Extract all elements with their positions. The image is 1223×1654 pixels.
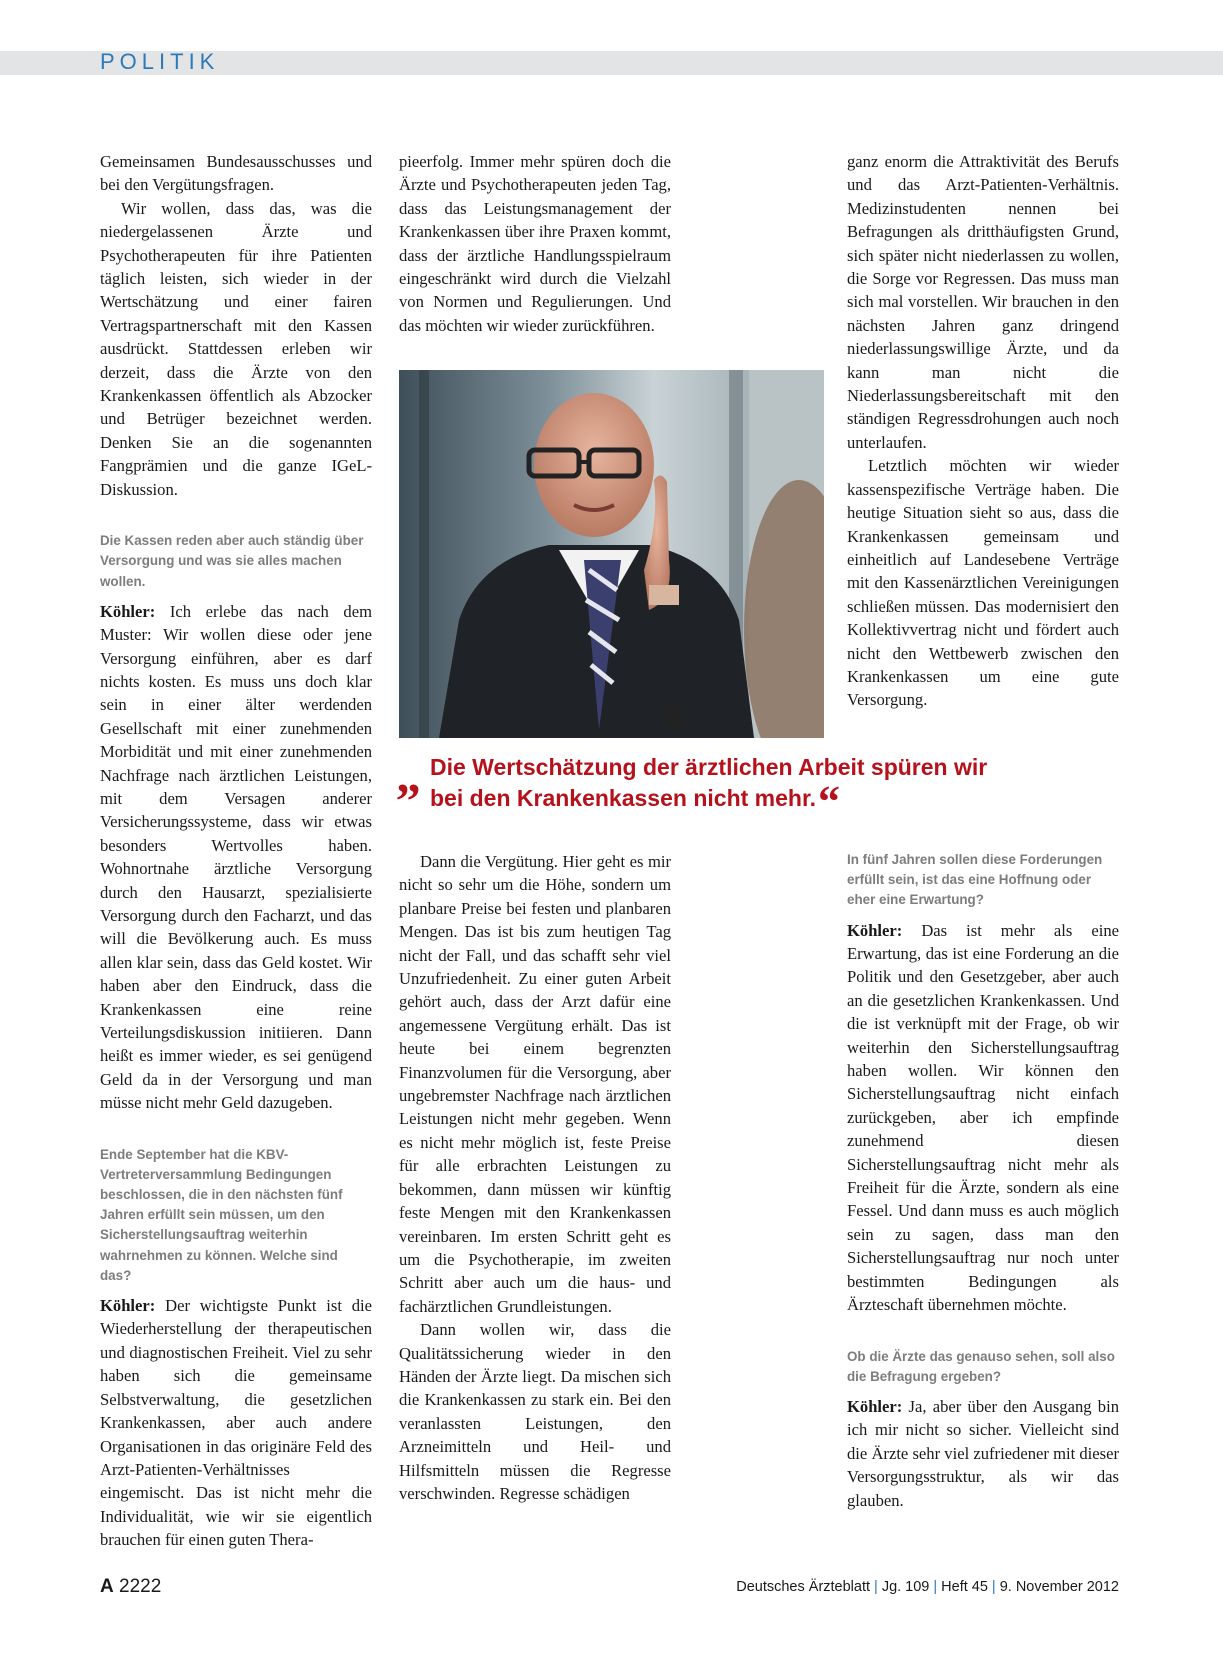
footer-separator: | — [991, 1579, 996, 1595]
interview-question: Die Kassen reden aber auch ständig über Versorgung und was sie alles machen wollen. — [100, 533, 364, 589]
footer-separator: | — [874, 1579, 878, 1595]
paragraph: Letztlich möchten wir wieder kassenspezifische Verträge haben. Die heutige Situation sieht so aus, dass die Krankenkassen gemeinsam und einheitlich auf Landesebene Verträge mit den Kassenärztlichen Vereinigungen schließen müssen. Das modernisiert den Kollektivvertrag nicht und fördert auch nicht den Wettbewerb zwischen den Krankenkassen um eine gute Versorgung. — [847, 456, 1119, 710]
text-column-2-bottom — [399, 850, 671, 1505]
pull-quote — [396, 747, 1039, 826]
journal-volume: Jg. 109 — [881, 1579, 930, 1595]
interview-question: Ob die Ärzte das genauso sehen, soll also die Befragung ergeben? — [847, 1348, 1115, 1384]
pull-quote-line-2-wrap: bei den Krankenkassen nicht mehr.“ — [430, 777, 841, 826]
paragraph: Dann wollen wir, dass die Qualitätssicherung wieder in den Händen der Ärzte liegt. Da mischen sich die Krankenkassen zu stark ein. Bei den veranlassten Leistungen, den Arzneimitteln und Heil- und Hilfsmitteln müssen die Regresse verschwinden. Regresse schädigen — [399, 1320, 671, 1503]
page-number — [100, 1576, 161, 1598]
journal-issue: Heft 45 — [941, 1579, 988, 1595]
speaker-name: Köhler: — [100, 601, 156, 621]
paragraph: ganz enorm die Attraktivität des Berufs und das Arzt-Patienten-Verhältnis. Medizinstudenten nennen bei Befragungen als dritthäufigsten Grund, sich später nicht niederlassen zu wollen, die Sorge vor Regressen. Das muss man sich mal vorstellen. Wir brauchen in den nächsten Jahren ganz dringend niederlassungswillige Ärzte, und da kann man nicht die Niederlassungsbereitschaft mit den ständigen Regressdrohungen auch noch unterlaufen. — [847, 152, 1119, 452]
text-column-3-top — [847, 150, 1119, 712]
answer-text: Das ist mehr als eine Erwartung, das ist eine Forderung an die Politik und den Gesetzgeber, aber auch an die gesetzlichen Krankenkassen. Und die ist verknüpft mit der Frage, ob wir weiterhin den Sicherstellungsauftrag haben wollen. Wir können den Sicherstellungsauftrag nicht einfach zurückgeben, aber ich empfinde zunehmend diesen Sicherstellungsauftrag nicht mehr als Freiheit für die Ärzte, sondern als eine Fessel. Und dann muss es auch möglich sein zu sagen, dass man den Sicherstellungsauftrag nur noch unter bestimmten Bedingungen als Ärzteschaft übernehmen möchte. — [847, 920, 1119, 1315]
speaker-name: Köhler: — [847, 920, 903, 940]
answer-text: Ich erlebe das nach dem Muster: Wir wollen diese oder jene Versorgung einführen, aber es darf nichts kosten. Es muss uns doch klar sein in einer älter werdenden Gesellschaft mit einer zunehmenden Morbidität und mit einer zunehmenden Nachfrage nach ärztlichen Leistungen, mit dem Versagen anderer Versicherungssysteme, dass wir etwas besonders Wertvolles haben. Wohnortnahe ärztliche Versorgung durch den Hausarzt, spezialisierte Versorgung durch den Facharzt, und das will die Bevölkerung auch. Es muss allen klar sein, dass das Geld kostet. Wir haben aber den Eindruck, dass die Krankenkassen eine reine Verteilungsdiskussion initiieren. Dann heißt es immer wieder, es sei genügend Geld da in der Versorgung und man müsse nicht mehr Geld dazugeben. — [100, 601, 372, 1113]
journal-date: 9. November 2012 — [999, 1579, 1119, 1595]
interview-answer — [100, 1294, 372, 1551]
opening-quote-mark: „ — [396, 747, 421, 803]
pull-quote-line-2: bei den Krankenkassen nicht mehr. — [430, 785, 817, 811]
interview-question: Ende September hat die KBV-Vertreterversammlung Bedingungen beschlossen, die in den nächsten fünf Jahren erfüllt sein müssen, um den Sicherstellungsauftrag weiterhin wahrnehmen zu können. Welche sind das? — [100, 1146, 343, 1283]
speaker-name: Köhler: — [100, 1296, 156, 1316]
footer-separator: | — [933, 1579, 938, 1595]
journal-footer — [736, 1579, 1119, 1595]
paragraph: Gemeinsamen Bundesausschusses und bei den Vergütungsfragen. — [100, 152, 372, 195]
page-prefix: A — [100, 1576, 114, 1597]
paragraph: Wir wollen, dass das, was die niedergelassenen Ärzte und Psychotherapeuten für ihre Patienten täglich leisten, sich wieder in der Wertschätzung und einer fairen Vertragspartnerschaft mit den Kassen ausdrückt. Stattdessen erleben wir derzeit, dass die Ärzte von den Krankenkassen öffentlich als Abzocker und Betrüger bezeichnet werden. Denken Sie an die sogenannten Fangprämien und die ganze IGeL-Diskussion. — [100, 198, 372, 499]
pull-quote-line-1: Die Wertschätzung der ärztlichen Arbeit spüren wir — [430, 754, 988, 780]
page-number-value: 2222 — [119, 1576, 162, 1597]
text-column-3-bottom — [847, 850, 1119, 1512]
paragraph: Dann die Vergütung. Hier geht es mir nicht so sehr um die Höhe, sondern um planbare Preise bei festen und planbaren Mengen. Das ist bis zum heutigen Tag nicht der Fall, und das schafft sehr viel Unzufriedenheit. Zu einer guten Arbeit gehört auch, dass der Arzt dafür eine angemessene Vergütung erhält. Das ist heute bei einem begrenzten Finanzvolumen für die Versorgung, aber ungebremster Nachfrage nach ärztlichen Leistungen nicht mehr gegeben. Wenn es nicht mehr möglich ist, feste Preise für alle erbrachten Leistungen zu bekommen, dann müssen wir künftig feste Mengen mit den Krankenkassen vereinbaren. Im ersten Schritt geht es um die Psychotherapie, im zweiten Schritt aber auch um die haus- und fachärztlichen Grundleistungen. — [399, 852, 671, 1316]
portrait-illustration — [399, 370, 824, 738]
answer-text: Der wichtigste Punkt ist die Wiederherstellung der therapeutischen und diagnostischen Freiheit. Viel zu sehr haben sich die gemeinsame Selbstverwaltung, die gesetzlichen Krankenkassen, aber auch andere Organisationen in das originäre Feld des Arzt-Patienten-Verhältnisses eingemischt. Das ist nicht mehr die Individualität, wie wir sie eigentlich brauchen für einen guten Thera- — [100, 1296, 372, 1550]
paragraph: pieerfolg. Immer mehr spüren doch die Ärzte und Psychotherapeuten jeden Tag, dass das Leistungsmanagement der Krankenkassen über ihre Praxen kommt, dass der ärztliche Handlungsspielraum eingeschränkt wird durch die Vielzahl von Normen und Regulierungen. Und das möchten wir wieder zurückführen. — [399, 152, 671, 335]
interview-answer — [100, 600, 372, 1115]
interview-answer — [847, 919, 1119, 1317]
text-column-1 — [100, 150, 372, 1552]
interview-question: In fünf Jahren sollen diese Forderungen erfüllt sein, ist das eine Hoffnung oder eher eine Erwartung? — [847, 852, 1103, 908]
journal-name: Deutsches Ärzteblatt — [736, 1579, 871, 1595]
text-column-2-top — [399, 150, 671, 337]
portrait-photo — [399, 370, 824, 738]
section-label: POLITIK — [100, 49, 220, 74]
speaker-name: Köhler: — [847, 1396, 903, 1416]
interview-answer — [847, 1395, 1119, 1512]
answer-text: Ja, aber über den Ausgang bin ich mir nicht so sicher. Vielleicht sind die Ärzte sehr viel zufriedener mit dieser Versorgungsstruktur, als wir das glauben. — [847, 1396, 1119, 1510]
